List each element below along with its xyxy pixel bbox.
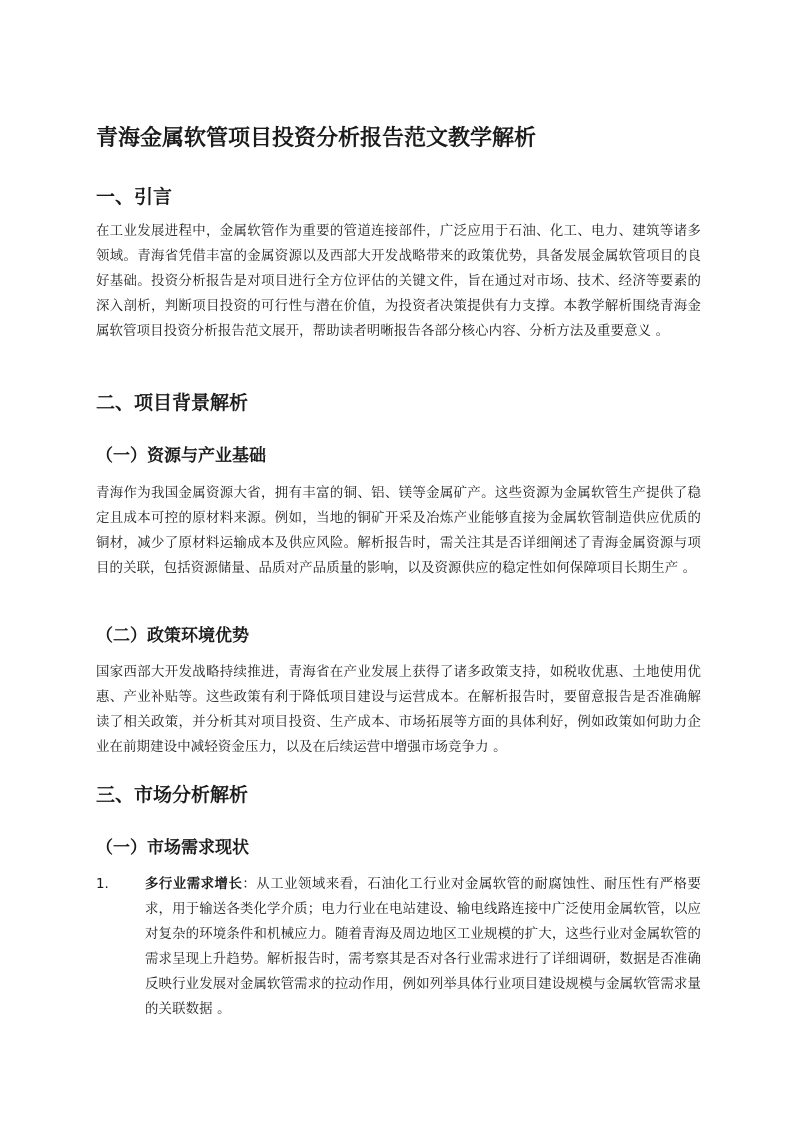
section-heading-introduction: 一、引言: [96, 186, 173, 208]
policy-paragraph: 国家西部大开发战略持续推进，青海省在产业发展上获得了诸多政策支持，如税收优惠、土地使用优惠、产业补贴等。这些政策有利于降低项目建设与运营成本。在解析报告时，要留意报告是否准确解读了相关政策，并分析其对项目投资、生产成本、市场拓展等方面的具体利好，例如政策如何助力企业在前期建设中减轻资金压力，以及在后续运营中增强市场竞争力 。: [96, 665, 701, 755]
list-item-text: ：从工业领域来看，石油化工行业对金属软管的耐腐蚀性、耐压性有严格要求，用于输送各类化学介质；电力行业在电站建设、输电线路连接中广泛使用金属软管，以应对复杂的环境条件和机械应力。随着青海及周边地区工业规模的扩大，这些行业对金属软管的需求呈现上升趋势。解析报告时，需考察其是否对各行业需求进行了详细调研，数据是否准确反映行业发展对金属软管需求的拉动作用，例如列举具体行业项目建设规模与金属软管需求量的关联数据 。: [145, 877, 701, 1017]
list-item-number: 1.: [96, 877, 109, 892]
introduction-paragraph: 在工业发展进程中，金属软管作为重要的管道连接部件，广泛应用于石油、化工、电力、建筑等诸多领域。青海省凭借丰富的金属资源以及西部大开发战略带来的政策优势，具备发展金属软管项目的良好基础。投资分析报告是对项目进行全方位评估的关键文件，旨在通过对市场、技术、经济等要素的深入剖析，判断项目投资的可行性与潜在价值，为投资者决策提供有力支撑。本教学解析围绕青海金属软管项目投资分析报告范文展开，帮助读者明晰报告各部分核心内容、分析方法及重要意义 。: [96, 224, 701, 339]
list-item-body: [145, 872, 701, 1022]
list-item: [96, 872, 701, 1022]
numbered-list: [96, 872, 701, 1022]
subsection-heading-market-demand: （一）市场需求现状: [96, 838, 249, 858]
document-title: 青海金属软管项目投资分析报告范文教学解析: [96, 126, 537, 151]
subsection-heading-resources: （一）资源与产业基础: [96, 446, 266, 466]
subsection-heading-policy: （二）政策环境优势: [96, 626, 249, 646]
section-heading-market-analysis: 三、市场分析解析: [96, 784, 249, 806]
section-heading-project-background: 二、项目背景解析: [96, 392, 249, 414]
resources-paragraph: 青海作为我国金属资源大省，拥有丰富的铜、铝、镁等金属矿产。这些资源为金属软管生产提供了稳定且成本可控的原材料来源。例如，当地的铜矿开采及冶炼产业能够直接为金属软管制造供应优质的铜材，减少了原材料运输成本及供应风险。解析报告时，需关注其是否详细阐述了青海金属资源与项目的关联，包括资源储量、品质对产品质量的影响，以及资源供应的稳定性如何保障项目长期生产 。: [96, 486, 701, 576]
list-item-term: 多行业需求增长: [145, 877, 243, 892]
